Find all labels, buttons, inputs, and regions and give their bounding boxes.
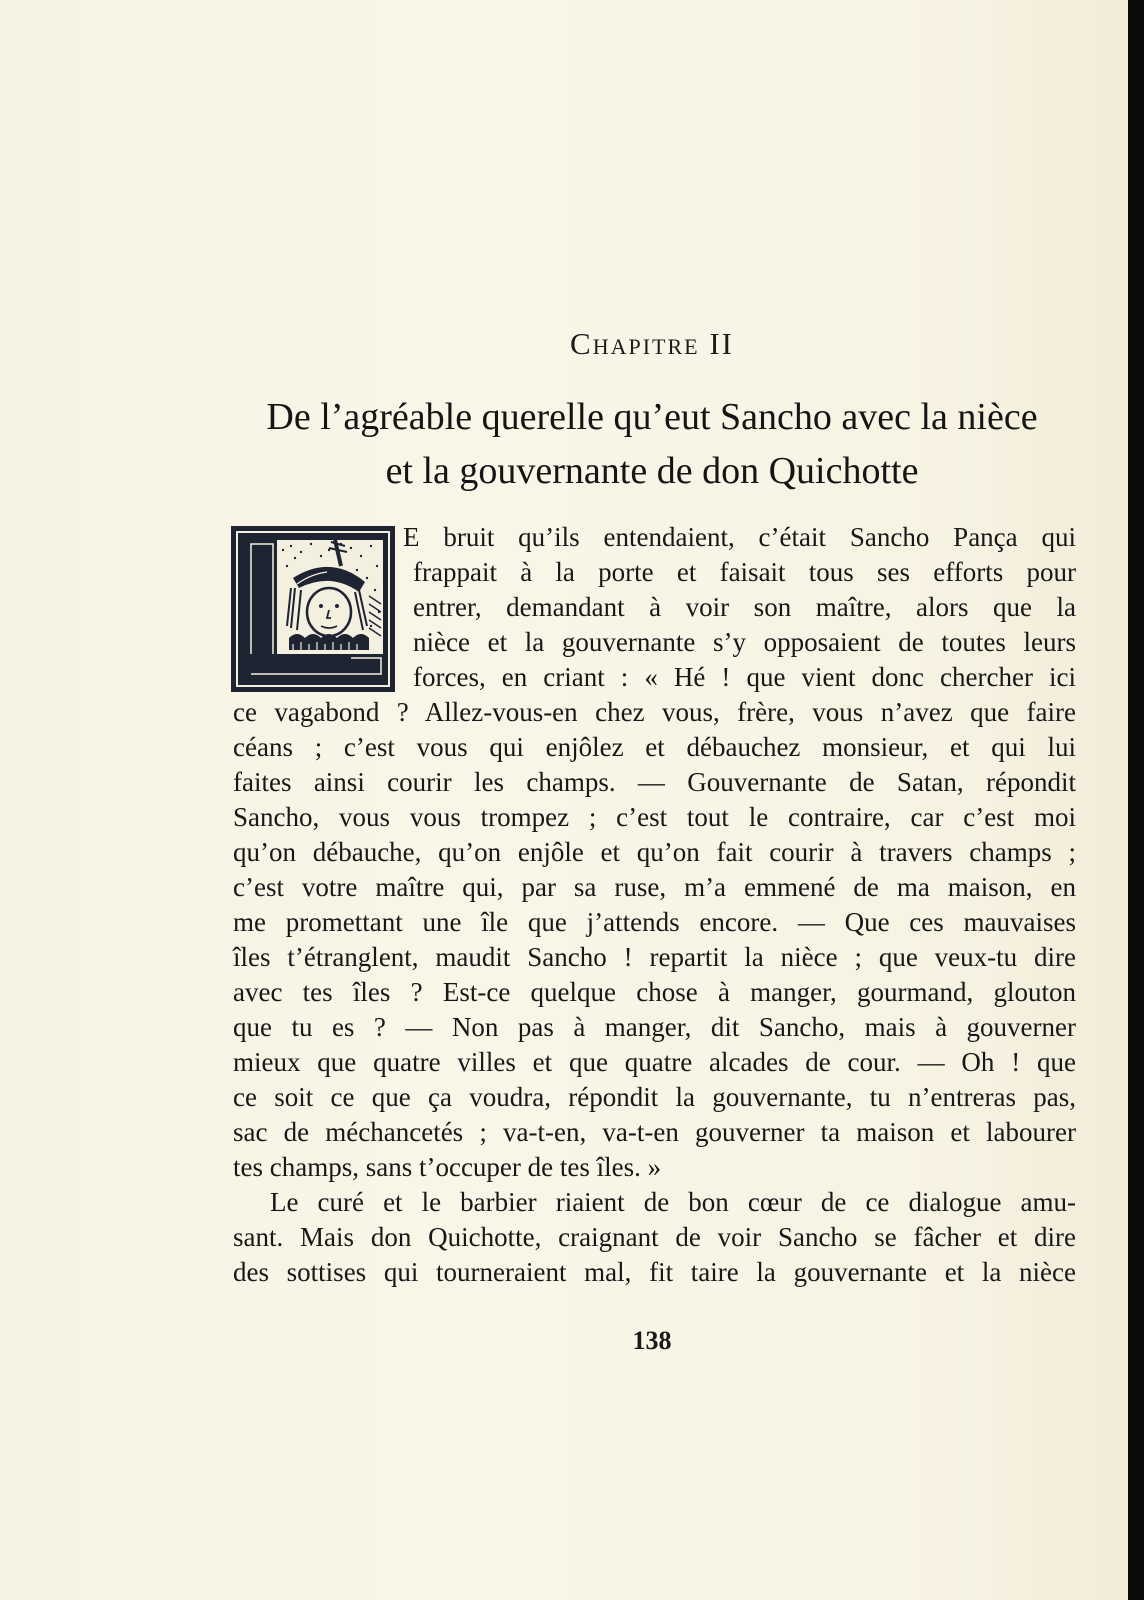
body-text: [233, 520, 1076, 1290]
body-line-15: que tu es ? — Non pas à manger, dit Sancho, mais à gouverner: [233, 1012, 1076, 1042]
body-line-19: tes champs, sans t’occuper de tes îles. »: [233, 1152, 662, 1182]
scan-edge: [1128, 0, 1144, 1600]
page-number: 138: [632, 1326, 672, 1355]
body-line-1: E bruit qu’ils entendaient, c’était Sancho Pança qui: [403, 522, 1076, 552]
body-line-9: Sancho, vous vous trompez ; c’est tout le contraire, car c’est moi: [233, 802, 1076, 832]
chapter-title-line-2: et la gouvernante de don Quichotte: [385, 450, 919, 492]
chapter-title-line-1: De l’agréable querelle qu’eut Sancho avec la nièce: [266, 396, 1038, 438]
body-line-20: Le curé et le barbier riaient de bon cœur de ce dialogue amu-: [270, 1187, 1076, 1217]
body-line-5: forces, en criant : « Hé ! que vient donc chercher ici: [413, 662, 1076, 692]
body-line-10: qu’on débauche, qu’on enjôle et qu’on fait courir à travers champs ;: [233, 837, 1076, 867]
dropcap-letter-l-illustration: [231, 526, 395, 692]
body-line-18: sac de méchancetés ; va-t-en, va-t-en gouverner ta maison et labourer: [233, 1117, 1076, 1147]
chapter-label: Chapitre II: [570, 326, 734, 361]
body-line-2: frappait à la porte et faisait tous ses efforts pour: [413, 557, 1076, 587]
body-line-17: ce soit ce que ça voudra, répondit la gouvernante, tu n’entreras pas,: [233, 1082, 1076, 1112]
body-line-6: ce vagabond ? Allez-vous-en chez vous, frère, vous n’avez que faire: [233, 697, 1076, 727]
body-line-21: sant. Mais don Quichotte, craignant de voir Sancho se fâcher et dire: [233, 1222, 1076, 1252]
body-line-12: me promettant une île que j’attends encore. — Que ces mauvaises: [233, 907, 1076, 937]
body-line-8: faites ainsi courir les champs. — Gouvernante de Satan, répondit: [233, 767, 1076, 797]
body-line-13: îles t’étranglent, maudit Sancho ! repartit la nièce ; que veux-tu dire: [233, 942, 1076, 972]
body-line-16: mieux que quatre villes et que quatre alcades de cour. — Oh ! que: [233, 1047, 1076, 1077]
body-line-11: c’est votre maître qui, par sa ruse, m’a emmené de ma maison, en: [233, 872, 1076, 902]
body-line-14: avec tes îles ? Est-ce quelque chose à manger, gourmand, glouton: [233, 977, 1076, 1007]
illustrated-dropcap: [231, 526, 395, 692]
body-line-3: entrer, demandant à voir son maître, alors que la: [413, 592, 1076, 622]
body-line-22: des sottises qui tourneraient mal, fit taire la gouvernante et la nièce: [233, 1257, 1076, 1287]
body-line-4: nièce et la gouvernante s’y opposaient de toutes leurs: [413, 627, 1076, 657]
body-line-7: céans ; c’est vous qui enjôlez et débauchez monsieur, et qui lui: [233, 732, 1076, 762]
chapter-title: [210, 390, 1094, 498]
